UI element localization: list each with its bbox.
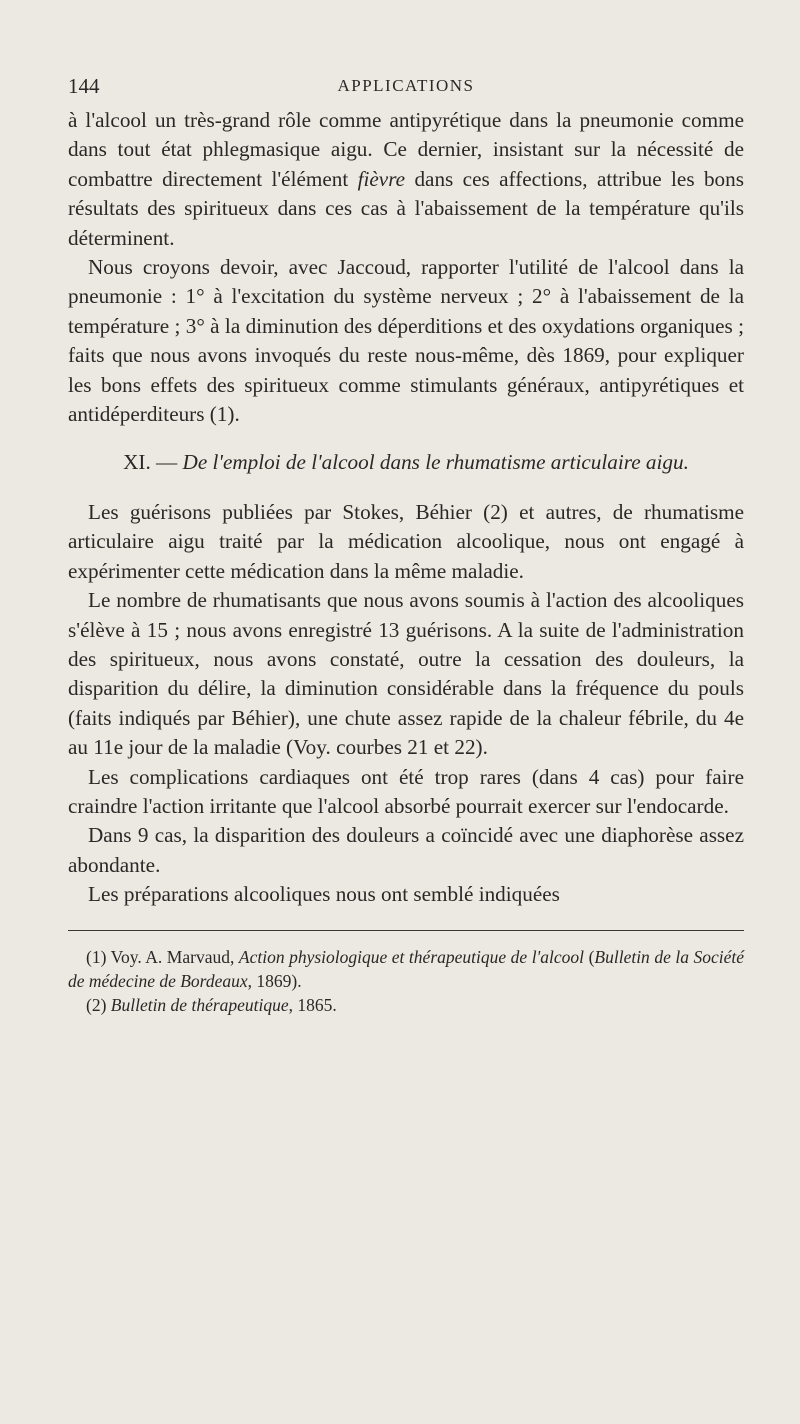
paragraph: Nous croyons devoir, avec Jaccoud, rapporter l'utilité de l'alcool dans la pneumonie : 1° à l'excitation du système nerveux ; 2° à l'abaissement de la température ; 3° à la diminution des déperditions et des oxydations organiques ; faits que nous avons invoqués du reste nous-même, dès 1869, pour expliquer les bons effets des spiritueux comme stimulants généraux, antipyrétiques et antidéperditeurs (1).: [68, 255, 744, 427]
footnote: [68, 945, 744, 993]
footnote-journal: Bulletin de thérapeutique: [110, 994, 289, 1015]
paragraph: Les préparations alcooliques nous ont semblé indiquées: [88, 882, 560, 907]
body-text: [68, 106, 744, 910]
page-header: [68, 74, 744, 106]
paragraph-text: à l'alcool un très-grand rôle comme antipyrétique dans la pneumonie comme dans tout état phlegmasique aigu. Ce dernier, insistant sur la nécessité de combattre directement l'élément: [68, 108, 744, 191]
section-heading: [68, 448, 744, 477]
running-head: APPLICATIONS: [337, 76, 475, 95]
footnote-text: , 1869).: [247, 970, 302, 991]
footnote-text: (1) Voy. A. Marvaud,: [86, 946, 239, 967]
paragraph: Le nombre de rhumatisants que nous avons soumis à l'action des alcooliques s'élève à 15 ; nous avons enregistré 13 guérisons. A la suite de l'administration des spiritueux, nous avons constaté, outre la cessation des douleurs, la disparition du délire, la diminution considérable dans la fréquence du pouls (faits indiqués par Béhier), une chute assez rapide de la chaleur fébrile, du 4e au 11e jour de la maladie (Voy. courbes 21 et 22).: [68, 588, 744, 760]
footnotes: [68, 945, 744, 1017]
footnote-text: , 1865.: [288, 994, 337, 1015]
footnote-journal: Bulletin de la Société de médecine de Bordeaux: [68, 946, 745, 991]
footnote-text: (: [584, 946, 595, 967]
footnote-divider: [68, 930, 744, 931]
footnote-title: Action physiologique et thérapeutique de l'alcool: [238, 946, 585, 967]
section-number: XI. —: [123, 450, 183, 475]
paragraph-text: dans ces affections, attribue les bons résultats des spiritueux dans ces cas à l'abaissement de la température qu'ils déterminent.: [68, 166, 744, 250]
page-number: 144: [68, 74, 100, 98]
paragraph-continued: [68, 106, 744, 253]
emphasis-text: fièvre: [357, 166, 406, 191]
paragraph: Les complications cardiaques ont été trop rares (dans 4 cas) pour faire craindre l'action irritante que l'alcool absorbé pourrait exercer sur l'endocarde.: [68, 764, 744, 818]
paragraph: Dans 9 cas, la disparition des douleurs a coïncidé avec une diaphorèse assez abondante.: [68, 823, 744, 877]
footnote: [68, 993, 744, 1017]
footnote-text: (2): [86, 994, 111, 1015]
section-title: De l'emploi de l'alcool dans le rhumatisme articulaire aigu.: [182, 450, 689, 475]
paragraph: Les guérisons publiées par Stokes, Béhier (2) et autres, de rhumatisme articulaire aigu traité par la médication alcoolique, nous ont engagé à expérimenter cette médication dans la même maladie.: [68, 499, 744, 583]
